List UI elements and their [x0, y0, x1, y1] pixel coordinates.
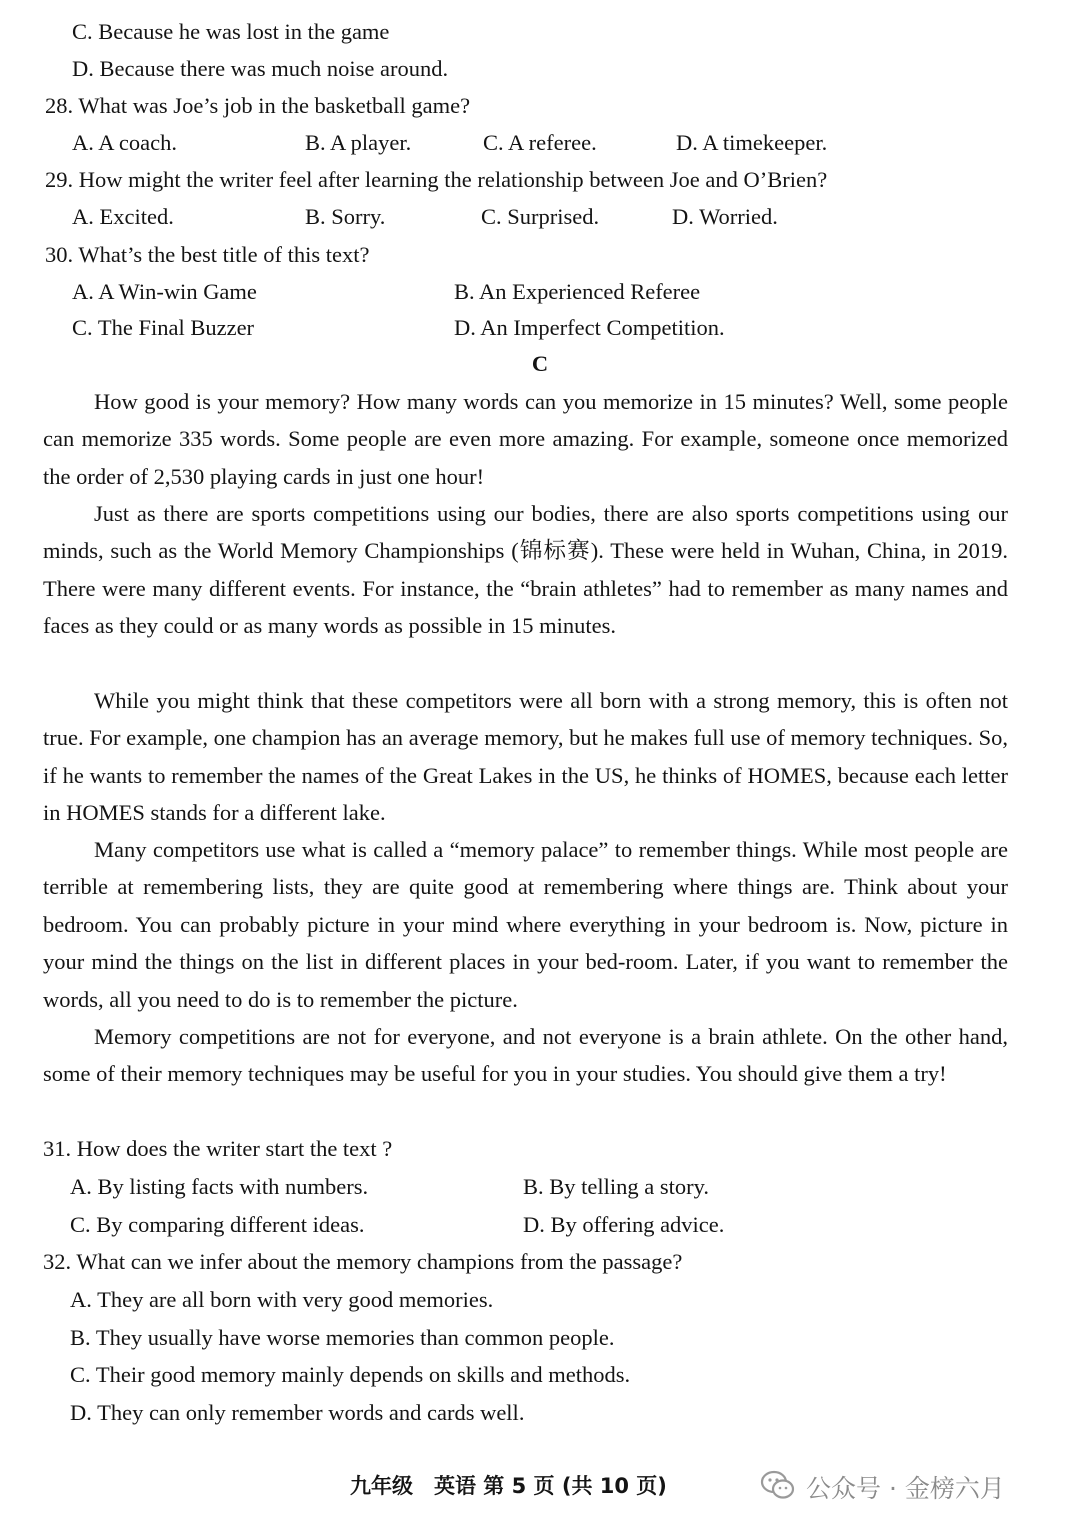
- q32-option-a: A. They are all born with very good memories.: [70, 1287, 494, 1312]
- q30-question: 30. What’s the best title of this text?: [45, 242, 370, 267]
- q31-option-c: C. By comparing different ideas.: [70, 1212, 365, 1237]
- q28-option-d: D. A timekeeper.: [676, 130, 828, 155]
- watermark-text: 公众号 · 金榜六月: [806, 1474, 1005, 1503]
- q29-option-d: D. Worried.: [672, 204, 778, 229]
- q31-option-d: D. By offering advice.: [523, 1212, 725, 1237]
- passage-paragraph-4: Many competitors use what is called a “memory palace” to remember things. While most people are terrible at remembering lists, they are quite good at remembering where things are. Think about your bedroom. You can probably picture in your mind where everything in your bedroom is. Now, picture in your mind the things on the list in different places in your bed-room. Later, if you want to remember the words, all you need to do is to remember the picture.: [43, 837, 1008, 1012]
- q29-option-b: B. Sorry.: [305, 204, 386, 229]
- q30-option-d: D. An Imperfect Competition.: [454, 315, 725, 340]
- q28-option-b: B. A player.: [305, 130, 412, 155]
- passage-paragraph-2: Just as there are sports competitions using our bodies, there are also sports competitions using our minds, such as the World Memory Championships (锦标赛). These were held in Wuhan, China, in 2019. There were many different events. For instance, the “brain athletes” had to remember as many names and faces as they could or as many words as possible in 15 minutes.: [43, 501, 1008, 639]
- wechat-icon: [760, 1470, 796, 1508]
- q28-option-c: C. A referee.: [483, 130, 597, 155]
- q31-question: 31. How does the writer start the text ?: [43, 1136, 393, 1161]
- q32-option-b: B. They usually have worse memories than common people.: [70, 1325, 615, 1350]
- q28-option-a: A. A coach.: [72, 130, 177, 155]
- q31-option-a: A. By listing facts with numbers.: [70, 1174, 369, 1199]
- q30-option-c: C. The Final Buzzer: [72, 315, 255, 340]
- page-footer: 九年级 英语 第 5 页 (共 10 页): [350, 1474, 667, 1498]
- section-heading: C: [531, 351, 549, 376]
- passage-paragraph-5: Memory competitions are not for everyone, and not everyone is a brain athlete. On the other hand, some of their memory techniques may be useful for you in your studies. You should give them a try!: [43, 1024, 1008, 1087]
- q30-option-a: A. A Win-win Game: [72, 279, 257, 304]
- q27-option-c: C. Because he was lost in the game: [72, 19, 390, 44]
- q31-option-b: B. By telling a story.: [523, 1174, 710, 1199]
- q27-option-d: D. Because there was much noise around.: [72, 56, 449, 81]
- q32-option-d: D. They can only remember words and cards well.: [70, 1400, 525, 1425]
- q29-option-a: A. Excited.: [72, 204, 174, 229]
- passage-paragraph-1: How good is your memory? How many words can you memorize in 15 minutes? Well, some people can memorize 335 words. Some people are even more amazing. For example, someone once memorized the order of 2,530 playing cards in just one hour!: [43, 389, 1008, 489]
- passage-paragraph-3: While you might think that these competitors were all born with a strong memory, this is often not true. For example, one champion has an average memory, but he makes full use of memory techniques. So, if he wants to remember the names of the Great Lakes in the US, he thinks of HOMES, because each letter in HOMES stands for a different lake.: [43, 688, 1008, 826]
- watermark: [760, 1470, 1005, 1508]
- q30-option-b: B. An Experienced Referee: [454, 279, 701, 304]
- q32-option-c: C. Their good memory mainly depends on skills and methods.: [70, 1362, 631, 1387]
- q28-question: 28. What was Joe’s job in the basketball game?: [45, 93, 471, 118]
- q32-question: 32. What can we infer about the memory champions from the passage?: [43, 1249, 683, 1274]
- q29-question: 29. How might the writer feel after learning the relationship between Joe and O’Brien?: [45, 167, 828, 192]
- q29-option-c: C. Surprised.: [481, 204, 600, 229]
